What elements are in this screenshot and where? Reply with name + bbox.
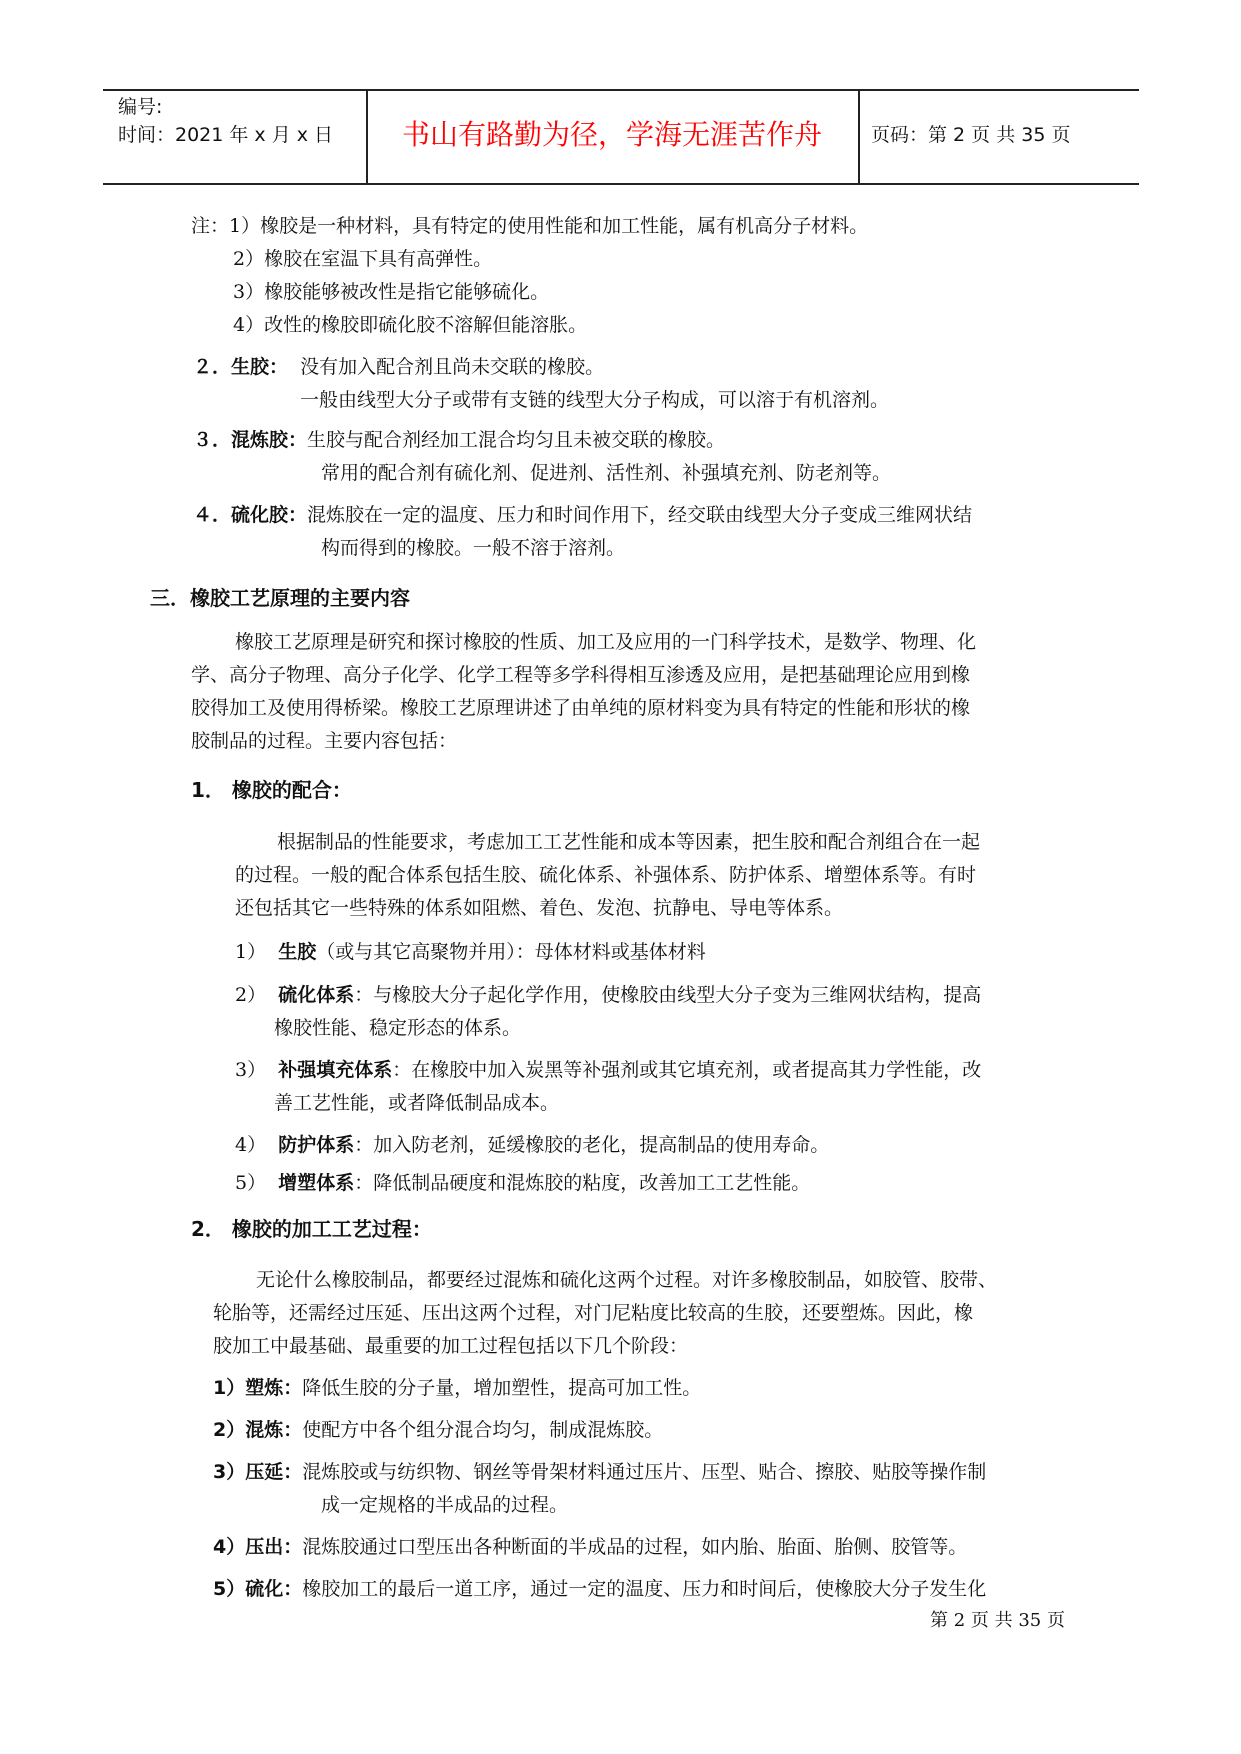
page-header	[103, 89, 1139, 185]
note-4: 4）改性的橡胶即硫化胶不溶解但能溶胀。	[233, 314, 588, 336]
sub-1-item-5	[235, 1168, 810, 1198]
def-2-term: 生胶：	[231, 356, 289, 378]
sub-1-item-4-number: 4）	[235, 1134, 267, 1156]
note-1: 注：1）橡胶是一种材料，具有特定的使用性能和加工性能，属有机高分子材料。	[191, 215, 869, 237]
sub-1-para-line-3: 还包括其它一些特殊的体系如阻燃、着色、发泡、抗静电、导电等体系。	[235, 897, 844, 919]
sub-2-item-2-term: 混炼：	[245, 1419, 303, 1441]
sub-1-item-1	[235, 937, 706, 967]
def-4-line-1: 混炼胶在一定的温度、压力和时间作用下，经交联由线型大分子变成三维网状结	[307, 504, 973, 526]
sub-2-item-4-number: 4）	[213, 1536, 246, 1558]
sub-2-para-line-3: 胶加工中最基础、最重要的加工过程包括以下几个阶段：	[213, 1335, 689, 1357]
sub-1-item-3-text: ：在橡胶中加入炭黑等补强剂或其它填充剂，或者提高其力学性能，改	[392, 1059, 982, 1081]
sub-2-item-5-number: 5）	[213, 1578, 246, 1600]
def-4-line-2: 构而得到的橡胶。一般不溶于溶剂。	[321, 537, 626, 559]
sub-1-item-4-text: ：加入防老剂，延缓橡胶的老化，提高制品的使用寿命。	[354, 1134, 830, 1156]
sub-2-item-1-text: 降低生胶的分子量，增加塑性，提高可加工性。	[302, 1377, 702, 1399]
sub-2-item-3-text: 混炼胶或与纺织物、钢丝等骨架材料通过压片、压型、贴合、擦胶、贴胶等操作制	[302, 1461, 987, 1483]
section-3-para-line-4: 胶制品的过程。主要内容包括：	[191, 730, 458, 752]
def-3-line-2: 常用的配合剂有硫化剂、促进剂、活性剂、补强填充剂、防老剂等。	[321, 462, 892, 484]
section-3-para-line-1: 橡胶工艺原理是研究和探讨橡胶的性质、加工及应用的一门科学技术，是数学、物理、化	[235, 631, 977, 653]
header-meta	[118, 93, 333, 149]
def-2-line-2: 一般由线型大分子或带有支链的线型大分子构成，可以溶于有机溶剂。	[300, 389, 890, 411]
header-motto: 书山有路勤为径，学海无涯苦作舟	[401, 118, 822, 151]
sub-1-para-line-1: 根据制品的性能要求，考虑加工工艺性能和成本等因素，把生胶和配合剂组合在一起	[277, 831, 981, 853]
sub-1-item-4-term: 防护体系	[278, 1134, 355, 1156]
sub-2-item-4-text: 混炼胶通过口型压出各种断面的半成品的过程，如内胎、胎面、胎侧、胶管等。	[302, 1536, 968, 1558]
sub-1-item-3-cont: 善工艺性能，或者降低制品成本。	[274, 1092, 560, 1114]
sub-1-item-5-term: 增塑体系	[278, 1172, 355, 1194]
sub-2-item-2-number: 2）	[213, 1419, 246, 1441]
sub-1-item-2-term: 硫化体系	[278, 984, 355, 1006]
sub-2-item-5-term: 硫化：	[245, 1578, 303, 1600]
sub-1-item-2-number: 2）	[235, 984, 267, 1006]
sub-1-item-3-term: 补强填充体系	[278, 1059, 393, 1081]
sub-2-item-3-cont: 成一定规格的半成品的过程。	[321, 1494, 569, 1516]
sub-2-item-5-text: 橡胶加工的最后一道工序，通过一定的温度、压力和时间后，使橡胶大分子发生化	[302, 1578, 987, 1600]
sub-1-item-1-text: （或与其它高聚物并用）：母体材料或基体材料	[316, 941, 706, 963]
sub-2-item-2-text: 使配方中各个组分混合均匀，制成混炼胶。	[302, 1419, 664, 1441]
sub-1-para-line-2: 的过程。一般的配合体系包括生胶、硫化体系、补强体系、防护体系、增塑体系等。有时	[235, 864, 977, 886]
note-2: 2）橡胶在室温下具有高弹性。	[233, 248, 493, 270]
sub-1-item-3-number: 3）	[235, 1059, 267, 1081]
sub-2-item-5	[213, 1574, 986, 1604]
sub-1-item-4	[235, 1130, 829, 1160]
header-number: 编号:	[118, 96, 163, 118]
sub-2-item-4-term: 压出：	[245, 1536, 303, 1558]
sub-2-item-4	[213, 1532, 967, 1562]
note-3: 3）橡胶能够被改性是指它能够硫化。	[233, 281, 550, 303]
sub-1-item-3	[235, 1055, 981, 1085]
section-3-heading: 三．橡胶工艺原理的主要内容	[150, 586, 410, 610]
sub-2-item-3-number: 3）	[213, 1461, 246, 1483]
sub-2-item-3-term: 压延：	[245, 1461, 303, 1483]
page-footer: 第 2 页 共 35 页	[930, 1610, 1065, 1631]
sub-2-heading: 2． 橡胶的加工工艺过程：	[191, 1217, 432, 1241]
def-3-number: ３．	[193, 429, 232, 451]
sub-2-item-1-number: 1）	[213, 1377, 246, 1399]
sub-2-item-2	[213, 1415, 663, 1445]
sub-1-item-2-text: ：与橡胶大分子起化学作用，使橡胶由线型大分子变为三维网状结构，提高	[354, 984, 982, 1006]
def-raw-rubber	[193, 352, 604, 382]
sub-1-item-5-number: 5）	[235, 1172, 267, 1194]
sub-1-item-1-number: 1）	[235, 941, 267, 963]
section-3-para-line-2: 学、高分子物理、高分子化学、化学工程等多学科得相互渗透及应用，是把基础理论应用到橡	[191, 664, 971, 686]
sub-1-heading: 1． 橡胶的配合：	[191, 778, 352, 802]
def-vulcanizate	[193, 500, 972, 530]
def-4-number: ４．	[193, 504, 232, 526]
header-page-number: 页码：第 2 页 共 35 页	[871, 124, 1071, 146]
def-4-term: 硫化胶：	[231, 504, 308, 526]
def-3-line-1: 生胶与配合剂经加工混合均匀且未被交联的橡胶。	[307, 429, 726, 451]
def-compound-rubber	[193, 425, 725, 455]
sub-1-item-2	[235, 980, 981, 1010]
header-time: 时间：2021 年 x 月 x 日	[118, 124, 334, 146]
sub-1-item-1-term: 生胶	[278, 941, 317, 963]
sub-2-item-1-term: 塑炼：	[245, 1377, 303, 1399]
sub-1-item-2-cont: 橡胶性能、稳定形态的体系。	[274, 1017, 522, 1039]
sub-2-para-line-2: 轮胎等，还需经过压延、压出这两个过程，对门尼粘度比较高的生胶，还要塑炼。因此，橡	[213, 1302, 974, 1324]
def-3-term: 混炼胶：	[231, 429, 308, 451]
def-2-number: ２．	[193, 356, 232, 378]
def-2-line-1: 没有加入配合剂且尚未交联的橡胶。	[300, 356, 605, 378]
sub-2-para-line-1: 无论什么橡胶制品，都要经过混炼和硫化这两个过程。对许多橡胶制品，如胶管、胶带、	[256, 1269, 998, 1291]
sub-2-item-3	[213, 1457, 986, 1487]
header-divider-right	[858, 91, 860, 183]
sub-2-item-1	[213, 1373, 701, 1403]
sub-1-item-5-text: ：降低制品硬度和混炼胶的粘度，改善加工工艺性能。	[354, 1172, 811, 1194]
section-3-para-line-3: 胶得加工及使用得桥梁。橡胶工艺原理讲述了由单纯的原材料变为具有特定的性能和形状的橡	[191, 697, 971, 719]
